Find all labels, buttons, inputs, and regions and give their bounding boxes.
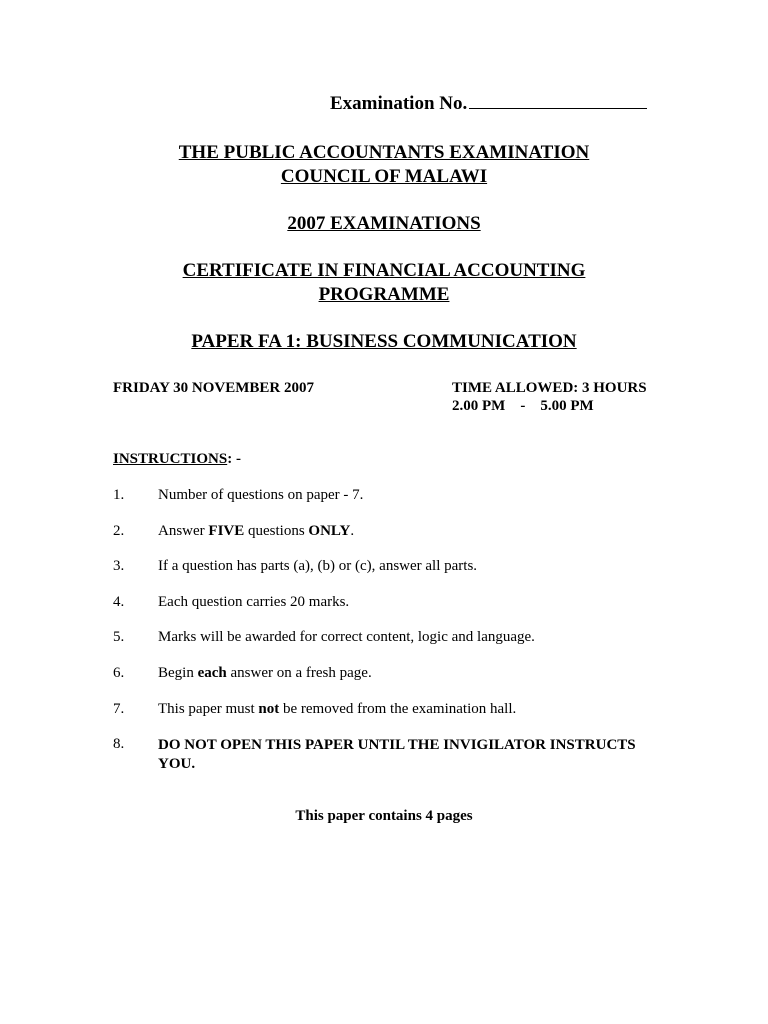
instructions-heading-suffix: : -: [227, 451, 241, 467]
instruction-emphasis: ONLY: [308, 523, 351, 539]
time-allowed: TIME ALLOWED: 3 HOURS: [452, 380, 647, 396]
examination-year: 2007 EXAMINATIONS: [287, 213, 481, 234]
instruction-text-part: .: [350, 523, 355, 539]
instructions-heading: [113, 451, 241, 468]
instruction-emphasis: DO NOT OPEN THIS PAPER UNTIL THE INVIGILATOR INSTRUCTS YOU.: [158, 737, 636, 772]
instruction-number: 3.: [113, 558, 125, 574]
instruction-text-part: This paper must: [158, 701, 259, 717]
instruction-text-part: If a question has parts (a), (b) or (c), answer all parts.: [158, 558, 478, 574]
instruction-text: [158, 736, 658, 774]
council-title-line-1: THE PUBLIC ACCOUNTANTS EXAMINATION: [178, 142, 590, 163]
examination-number-field: [330, 93, 647, 115]
instruction-number: 2.: [113, 523, 125, 539]
examination-number-label: Examination No.: [330, 93, 468, 114]
instruction-text-part: Answer: [158, 523, 209, 539]
instruction-number: 8.: [113, 736, 125, 752]
instruction-text-part: Number of questions on paper - 7.: [158, 487, 364, 503]
instruction-number: 6.: [113, 665, 125, 681]
instruction-text-part: Each question carries 20 marks.: [158, 594, 350, 610]
instruction-text-part: Marks will be awarded for correct content, logic and language.: [158, 629, 535, 645]
instruction-emphasis: FIVE: [208, 523, 245, 539]
paper-title: PAPER FA 1: BUSINESS COMMUNICATION: [191, 331, 577, 352]
pages-note: This paper contains 4 pages: [295, 808, 473, 824]
programme-title-line-2: PROGRAMME: [318, 284, 450, 305]
instruction-text-part: be removed from the examination hall.: [279, 701, 517, 717]
exam-date: FRIDAY 30 NOVEMBER 2007: [113, 380, 314, 396]
instruction-text-part: questions: [244, 523, 309, 539]
programme-title-line-1: CERTIFICATE IN FINANCIAL ACCOUNTING: [182, 260, 586, 281]
instruction-number: 4.: [113, 594, 125, 610]
instruction-text: [158, 665, 372, 682]
instruction-text: [158, 487, 363, 504]
instruction-text: [158, 558, 477, 575]
instruction-emphasis: each: [197, 665, 227, 681]
instruction-text-part: answer on a fresh page.: [226, 665, 372, 681]
instruction-text: [158, 523, 354, 540]
instruction-text: [158, 701, 516, 718]
instruction-text: [158, 594, 349, 611]
instruction-number: 1.: [113, 487, 125, 503]
instruction-emphasis: not: [258, 701, 280, 717]
time-range: 2.00 PM - 5.00 PM: [452, 398, 594, 414]
instruction-text: [158, 629, 535, 646]
council-title-line-2: COUNCIL OF MALAWI: [280, 166, 488, 187]
instruction-number: 7.: [113, 701, 125, 717]
instructions-heading-label: INSTRUCTIONS: [113, 451, 228, 467]
instruction-text-part: Begin: [158, 665, 198, 681]
examination-number-blank-line: [469, 93, 647, 109]
instruction-number: 5.: [113, 629, 125, 645]
